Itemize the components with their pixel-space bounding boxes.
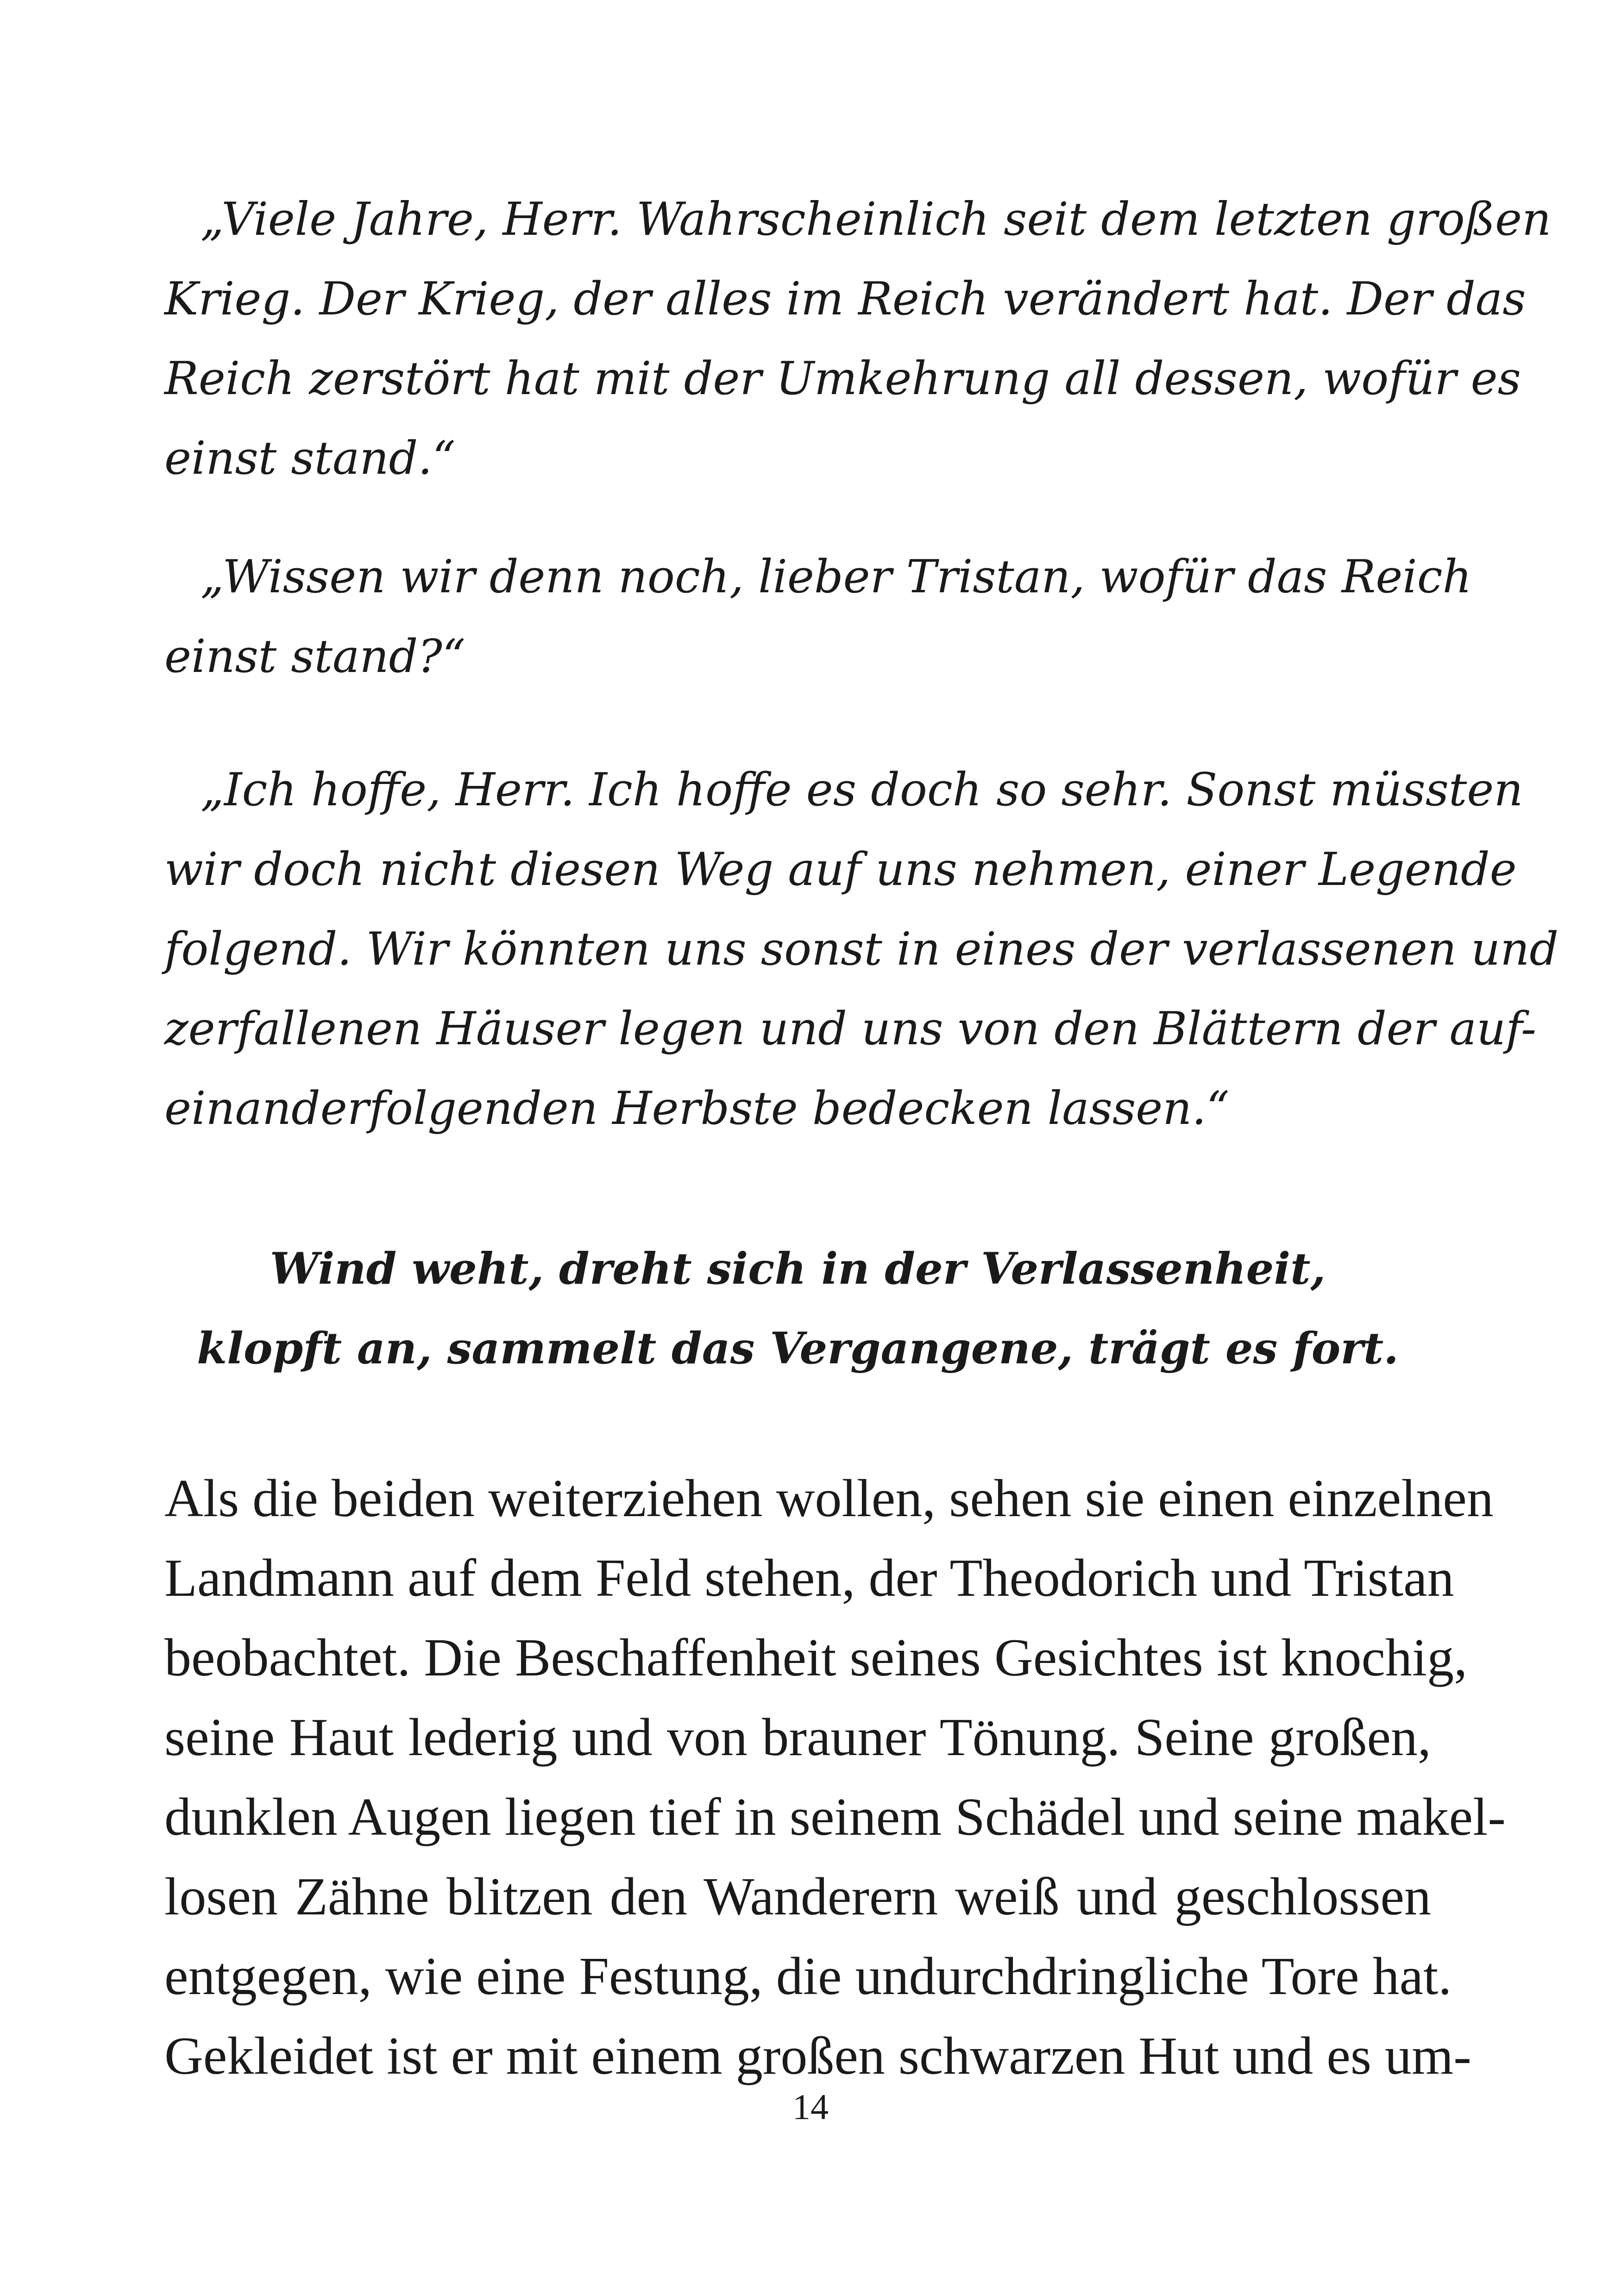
text-line: Gekleidet ist er mit einem großen schwarzen Hut und es um- xyxy=(164,2026,1471,2086)
refrain-verse xyxy=(164,1230,1431,1389)
text-line: einst stand.“ xyxy=(164,432,456,485)
text-line: dunklen Augen liegen tief in seinem Schädel und seine makel- xyxy=(164,1788,1506,1847)
text-line: „Viele Jahre, Herr. Wahrscheinlich seit dem letzten großen xyxy=(201,193,1552,246)
page-number: 14 xyxy=(792,2087,829,2127)
text-line: einanderfolgenden Herbste bedecken lassen.“ xyxy=(164,1082,1230,1135)
text-line: einst stand?“ xyxy=(164,630,465,683)
text-line: zerfallenen Häuser legen und uns von den Blättern der auf- xyxy=(164,1003,1537,1055)
verse-line: Wind weht, dreht sich in der Verlassenheit, xyxy=(270,1243,1326,1294)
verse-line: klopft an, sammelt das Vergangene, trägt es fort. xyxy=(197,1323,1399,1374)
dialogue-paragraph-2 xyxy=(164,537,1472,696)
text-line: wir doch nicht diesen Weg auf uns nehmen, einer Legende xyxy=(164,843,1517,896)
text-line: entgegen, wie eine Festung, die undurchdringliche Tore hat. xyxy=(164,1947,1452,2006)
text-line: „Ich hoffe, Herr. Ich hoffe es doch so sehr. Sonst müssten xyxy=(201,764,1523,816)
text-line: Reich zerstört hat mit der Umkehrung all dessen, wofür es xyxy=(164,352,1521,405)
narrative-paragraph xyxy=(164,1459,1506,2096)
text-line: beobachtet. Die Beschaffenheit seines Gesichtes ist knochig, xyxy=(164,1628,1468,1687)
text-line: losen Zähne blitzen den Wanderern weiß und geschlossen xyxy=(164,1867,1431,1926)
dialogue-paragraph-3 xyxy=(164,750,1559,1148)
text-line: Als die beiden weiterziehen wollen, sehen sie einen einzelnen xyxy=(164,1469,1494,1528)
text-line: Landmann auf dem Feld stehen, der Theodorich und Tristan xyxy=(164,1549,1454,1608)
text-line: seine Haut lederig und von brauner Tönung. Seine großen, xyxy=(164,1708,1431,1767)
dialogue-paragraph-1 xyxy=(164,180,1552,498)
text-line: folgend. Wir könnten uns sonst in eines der verlassenen und xyxy=(164,923,1559,976)
text-line: „Wissen wir denn noch, lieber Tristan, wofür das Reich xyxy=(201,551,1472,603)
text-line: Krieg. Der Krieg, der alles im Reich verändert hat. Der das xyxy=(164,273,1526,326)
